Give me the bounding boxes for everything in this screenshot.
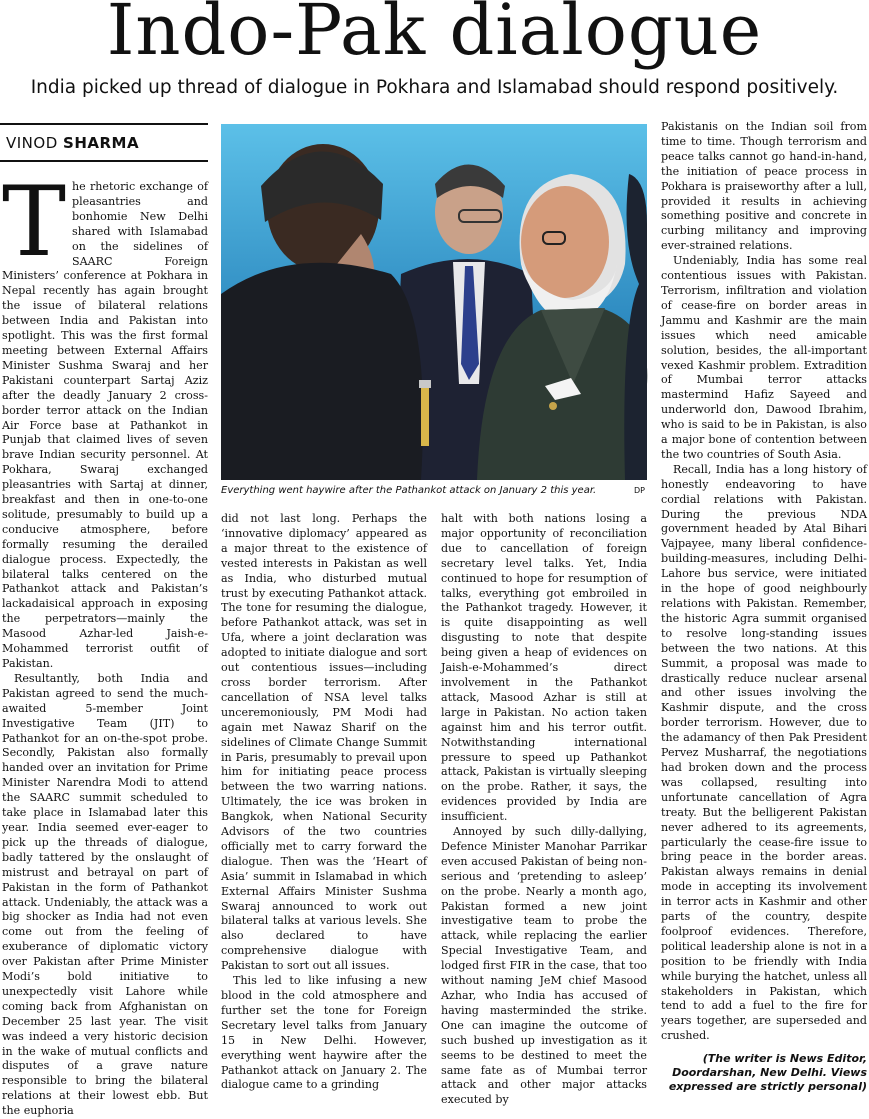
headline: Indo-Pak dialogue <box>106 0 763 71</box>
paragraph: Recall, India has a long history of honestly endeavoring to have cordial relations with Pakistan. During the previous NDA government headed by Atal Bihari Vajpayee, many liberal confidence-building-measures, including Delhi-Lahore bus service, were initiated in the hope of good neighbourly relations with Pakistan. Remember, the historic Agra summit organised to resolve long-standing issues between the two nations. At this Summit, a proposal was made to drastically reduce nuclear arsenal and other issues involving the Kashmir dispute, and the cross border terrorism. However, due to the adamancy of then Pak President Pervez Musharraf, the negotiations had broken down and the process was collapsed, resulting into unfortunate cancellation of Agra treaty. But the belligerent Pakistan never adhered to its agreements, particularly the cease-fire issue to bring peace in the border areas. Pakistan always remains in denial mode in accepting its involvement in terror acts in Kashmir and other parts of the country, despite foolproof evidences. Therefore, political leadership alone is not in a position to be friendly with India while burying the hatchet, unless all stakeholders in Pakistan, which tend to add a fuel to the fire for years together, are superseded and crushed. <box>661 462 867 1043</box>
paragraph: he rhetoric exchange of pleasantries and bonhomie New Delhi shared with Islamabad on the sidelines of SAARC Foreign Ministers’ conference at Pokhara in Nepal recently has again brought the issue of bilateral relations between India and Pakistan into spotlight. This was the first formal meeting between External Affairs Minister Sushma Swaraj and her Pakistani counterpart Sartaj Aziz after the deadly January 2 cross-border terror attack on the Indian Air Force base at Pathankot in Punjab that claimed lives of seven brave Indian security personnel. At Pokhara, Swaraj exchanged pleasantries with Sartaj at dinner, breakfast and then in one-to-one solitude, presumably to build up a conducive atmosphere, before formally resuming the derailed dialogue process. Expectedly, the bilateral talks centered on the Pathankot attack and Pakistan’s lackadaisical approach in exposing the perpetrators—mainly the Masood Azhar-led Jaish-e-Mohammed terrorist outfit of Pakistan. <box>2 180 208 670</box>
paragraph: halt with both nations losing a major opportunity of reconciliation due to cancellation of foreign secretary level talks. Yet, India continued to hope for resumption of talks, everything got embroiled in the Pathankot tragedy. However, it is quite disappointing as well disgusting to note that despite being given a heap of evidences on Jaish-e-Mohammed’s direct involvement in the Pathankot attack, Masood Azhar is still at large in Pakistan. No action taken against him and his terror outfit. Notwithstanding international pressure to speed up Pathankot attack, Pakistan is virtually sleeping on the probe. Rather, it says, the evidences provided by India are insufficient. <box>441 512 647 824</box>
article-column-4 <box>661 120 867 1094</box>
article-column-2 <box>221 512 427 1092</box>
paragraph: Undeniably, India has some real contentious issues with Pakistan. Terrorism, infiltration and violation of cease-fire on border areas in Jammu and Kashmir are the main issues which need amicable solution, besides, the all-important vexed Kashmir problem. Extradition of Mumbai terror attacks mastermind Hafiz Sayeed and underworld don, Dawood Ibrahim, who is said to be in Pakistan, is also a major bone of contention between the two countries of South Asia. <box>661 254 867 461</box>
paragraph: Pakistanis on the Indian soil from time to time. Though terrorism and peace talks cannot go hand-in-hand, the initiation of peace process in Pokhara is praiseworthy after a lull, provided it results in achieving something positive and concrete in curbing militancy and improving ever-strained relations. <box>661 120 867 253</box>
author-note: (The writer is News Editor, Doordarshan, New Delhi. Views expressed are strictly personal) <box>668 1052 867 1094</box>
paragraph: did not last long. Perhaps the ‘innovative diplomacy’ appeared as a major threat to the existence of vested interests in Pakistan as well as India, who disturbed mutual trust by executing Pathankot attack. The tone for resuming the dialogue, before Pathankot attack, was set in Ufa, where a joint declaration was adopted to initiate dialogue and sort out contentious issues—including cross border terrorism. After cancellation of NSA level talks unceremoniously, PM Modi had again met Nawaz Sharif on the sidelines of Climate Change Summit in Paris, presumably to prevail upon him for initiating peace process between the two warring nations. Ultimately, the ice was broken in Bangkok, when National Security Advisors of the two countries officially met to carry forward the dialogue. Then was the ‘Heart of Asia’ summit in Islamabad in which External Affairs Minister Sushma Swaraj announced to work out bilateral talks at various levels. She also declared to have comprehensive dialogue with Pakistan to sort out all issues. <box>221 512 427 973</box>
paragraph: Annoyed by such dilly-dallying, Defence Minister Manohar Parrikar even accused Pakistan of being non-serious and ‘pretending to asleep’ on the probe. Nearly a month ago, Pakistan formed a new joint investigative team to probe the attack, while replacing the earlier Special Investigative Team, and lodged first FIR in the case, that too without naming JeM chief Masood Azhar, who India has accused of having masterminded the strike. One can imagine the outcome of such bushed up investigation as it seems to be destined to meet the same fate as of Mumbai terror attack and other major attacks executed by <box>441 825 647 1107</box>
byline-first-name: VINOD <box>6 134 64 152</box>
byline-rule-bottom <box>0 160 208 162</box>
byline-rule-top <box>0 123 208 125</box>
photo-illustration <box>221 124 647 480</box>
photo-caption-text: Everything went haywire after the Pathankot attack on January 2 this year. <box>221 485 597 496</box>
subheadline: India picked up thread of dialogue in Pokhara and Islamabad should respond positively. <box>30 77 839 98</box>
article-column-1 <box>2 166 208 1118</box>
drop-cap: T <box>2 166 67 278</box>
paragraph: Resultantly, both India and Pakistan agreed to send the much-awaited 5-member Joint Investigative Team (JIT) to Pathankot for an on-the-spot probe. Secondly, Pakistan also formally handed over an invitation for Prime Minister Narendra Modi to attend the SAARC summit scheduled to take place in Islamabad later this year. India seemed ever-eager to pick up the threads of dialogue, badly tattered by the onslaught of mistrust and betrayal on part of Pakistan in the form of Pathankot attack. Undeniably, the attack was a big shocker as India had not even come out from the feeling of exuberance of diplomatic victory over Pakistan after Prime Minister Modi’s bold initiative to unexpectedly visit Lahore while coming back from Afghanistan on December 25 last year. The visit was indeed a very historic decision in the wake of mutual conflicts and disputes of a grave nature responsible to bring the bilateral relations at their lowest ebb. But the euphoria <box>2 671 208 1118</box>
photo-caption <box>221 484 647 498</box>
article-photo <box>221 124 647 480</box>
article-column-3 <box>441 512 647 1107</box>
paragraph: This led to like infusing a new blood in the cold atmosphere and further set the tone for Foreign Secretary level talks from January 15 in New Delhi. However, everything went haywire after the Pathankot attack on January 2. The dialogue came to a grinding <box>221 974 427 1092</box>
photo-credit: DP <box>634 486 645 495</box>
byline <box>6 130 206 156</box>
byline-last-name: SHARMA <box>63 134 140 152</box>
